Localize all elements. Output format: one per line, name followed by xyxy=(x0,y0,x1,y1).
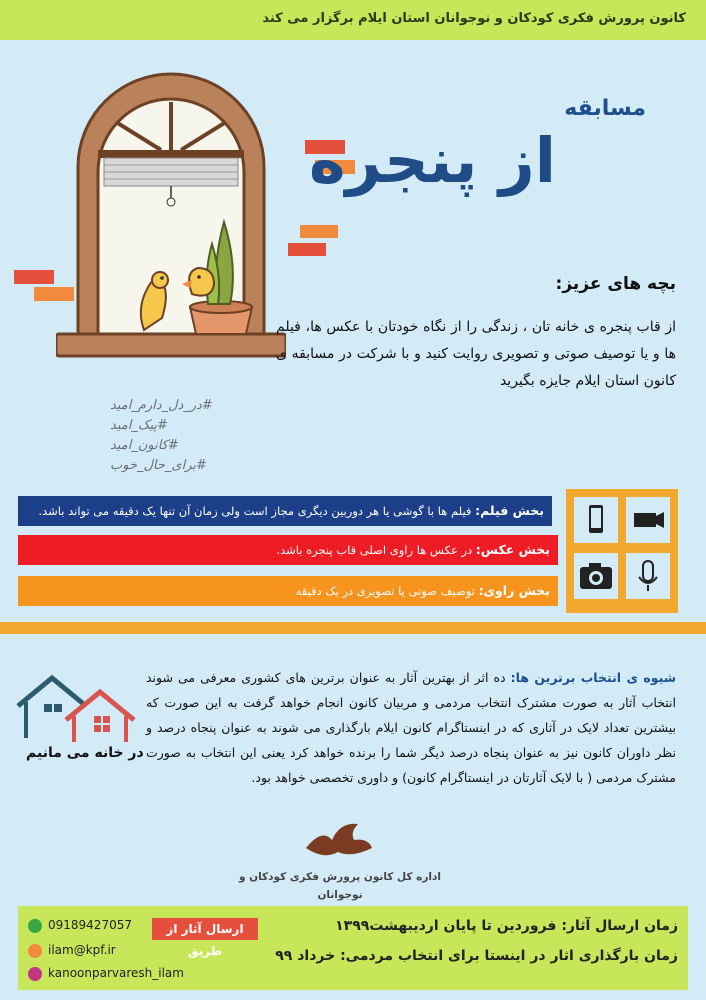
brick-decoration xyxy=(14,270,54,284)
org-name-line1: اداره کل کانون پرورش فکری کودکان و نوجوانان xyxy=(238,871,442,901)
section-photo xyxy=(18,535,558,565)
title-sub: مسابقه xyxy=(564,96,646,121)
section-narrator-text: توصیف صوتی یا تصویری در یک دقیقه xyxy=(295,584,475,598)
section-photo-label: بخش عکس: xyxy=(475,542,550,557)
window-illustration-icon xyxy=(56,72,286,377)
title-main: از پنجره xyxy=(309,124,556,197)
method-text xyxy=(146,665,676,790)
intro-text: از قاب پنجره ی خانه تان ، زندگی را از نگاه خودتان با عکس ها، فیلم ها و یا توصیف صوتی و تصویری روایت کنید و با شرکت در مسابقه ی کانون استان ایلام جایزه بگیرید xyxy=(276,319,676,389)
kanoon-logo-icon xyxy=(302,818,374,864)
section-narrator-label: بخش راوی: xyxy=(478,583,550,598)
section-narrator xyxy=(18,576,558,606)
method-title: شیوه ی انتخاب برترین ها: xyxy=(510,670,676,685)
upload-time: زمان بارگذاری اثار در اینستا برای انتخاب مردمی: خرداد ۹۹ xyxy=(275,948,678,964)
send-via-label: ارسال آثار از طریق xyxy=(152,918,258,940)
top-banner xyxy=(0,0,706,40)
hashtag: #در_دل_دارم_امید xyxy=(110,398,213,413)
phone-number: 09189427057 xyxy=(48,918,132,932)
section-photo-text: در عکس ها راوی اصلی قاب پنجره باشد. xyxy=(276,543,473,557)
camera-icon xyxy=(574,553,618,599)
hashtag: #کانون_امید xyxy=(110,438,179,453)
house-icon xyxy=(14,672,138,744)
brick-decoration xyxy=(300,225,338,238)
banner-text: کانون پرورش فکری کودکان و نوجوانان استان ایلام برگزار می کند xyxy=(262,11,686,26)
microphone-pane xyxy=(626,553,670,599)
kids-heading: بچه های عزیز: xyxy=(555,274,676,294)
camera-pane xyxy=(574,553,618,599)
video-pane xyxy=(626,497,670,543)
microphone-icon xyxy=(626,553,670,599)
method-body: ده اثر از بهترین آثار به عنوان برترین های کشوری معرفی می شوند انتخاب آثار به صورت مشترک انتخاب مردمی و مربیان کانون انجام خواهد گرفت به این صورت که بیشترین تعداد لایک در آثاری که در اینستاگرام کانون ایلام بارگذاری می شوند به عنوان پنجاه درصد و نظر داوران کانون نیز به عنوان پنجاه درصد دیگر شما را برنده خواهد کرد یعنی این انتخاب به صورت مشترک مردمی ( با لایک آثارتان در اینستاگرام کانون) و داوری تخصصی خواهد بود. xyxy=(146,670,676,785)
whatsapp-icon xyxy=(28,919,42,933)
divider-line xyxy=(0,622,706,634)
send-time: زمان ارسال آثار: فروردین تا پایان اردیبهشت۱۳۹۹ xyxy=(335,918,678,934)
brick-decoration xyxy=(288,243,326,256)
email-icon xyxy=(28,944,42,958)
instagram-contact[interactable] xyxy=(28,966,184,981)
section-film-label: بخش فیلم: xyxy=(475,503,544,518)
media-window-frame xyxy=(566,489,678,613)
phone-pane xyxy=(574,497,618,543)
section-film-text: فیلم ها با گوشی یا هر دوربین دیگری مجاز است ولی زمان آن تنها یک دقیقه می تواند باشد. xyxy=(38,504,472,518)
hashtag: #برای_حال_خوب xyxy=(110,458,207,473)
instagram-icon xyxy=(28,967,42,981)
video-camera-icon xyxy=(626,497,670,543)
email-address: ilam@kpf.ir xyxy=(48,943,116,957)
home-label: در خانه می مانیم xyxy=(26,745,144,761)
phone-icon xyxy=(574,497,618,543)
brick-decoration xyxy=(34,287,74,301)
instagram-handle: kanoonparvaresh_ilam xyxy=(48,966,184,980)
hashtag: #پیک_امید xyxy=(110,418,168,433)
phone-contact[interactable] xyxy=(28,918,132,933)
section-film xyxy=(18,496,552,526)
email-contact[interactable] xyxy=(28,943,116,958)
